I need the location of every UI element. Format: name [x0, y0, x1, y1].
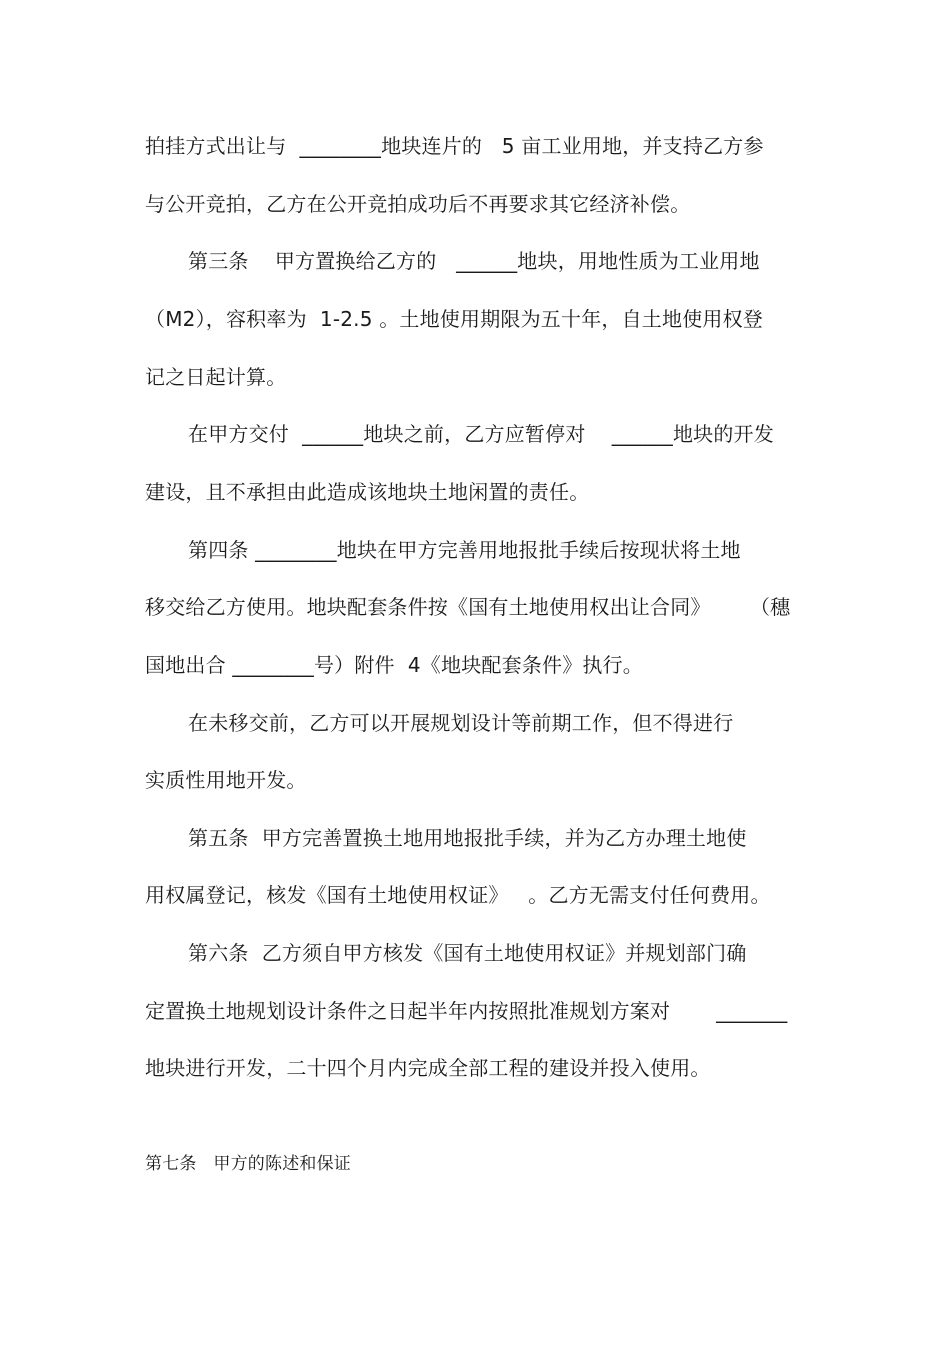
article-7-heading: 第七条 甲方的陈述和保证	[145, 1154, 352, 1174]
article-3-line-3: 记之日起计算。	[145, 365, 287, 389]
article-6-line-3: 地块进行开发，二十四个月内完成全部工程的建设并投入使用。	[145, 1056, 711, 1080]
text-line-1: 拍挂方式出让与 ________地块连片的 5 亩工业用地，并支持乙方参	[145, 134, 764, 158]
article-6-line-1: 第六条 乙方须自甲方核发《国有土地使用权证》并规划部门确	[188, 941, 747, 965]
article-5-line-2: 用权属登记，核发《国有土地使用权证》 。乙方无需支付任何费用。	[145, 883, 771, 907]
paragraph-line-1: 在甲方交付 ______地块之前，乙方应暂停对 ______地块的开发	[188, 422, 774, 446]
article-6-line-2: 定置换土地规划设计条件之日起半年内按照批准规划方案对 _______	[145, 999, 788, 1023]
paragraph-line-3: 在未移交前，乙方可以开展规划设计等前期工作，但不得进行	[188, 711, 734, 735]
article-4-line-3: 国地出合 ________号）附件 4《地块配套条件》执行。	[145, 653, 643, 677]
paragraph-line-2: 建设，且不承担由此造成该地块土地闲置的责任。	[145, 480, 590, 504]
article-4-line-2: 移交给乙方使用。地块配套条件按《国有土地使用权出让合同》 （穗	[145, 595, 791, 619]
article-3-line-1: 第三条 甲方置换给乙方的 ______地块，用地性质为工业用地	[188, 249, 760, 273]
text-line-2: 与公开竞拍，乙方在公开竞拍成功后不再要求其它经济补偿。	[145, 192, 691, 216]
article-3-line-2: （M2），容积率为 1-2.5 。土地使用期限为五十年，自土地使用权登	[145, 307, 764, 331]
article-5-line-1: 第五条 甲方完善置换土地用地报批手续，并为乙方办理土地使	[188, 826, 747, 850]
paragraph-line-4: 实质性用地开发。	[145, 768, 307, 792]
article-4-line-1: 第四条 ________地块在甲方完善用地报批手续后按现状将土地	[188, 538, 741, 562]
